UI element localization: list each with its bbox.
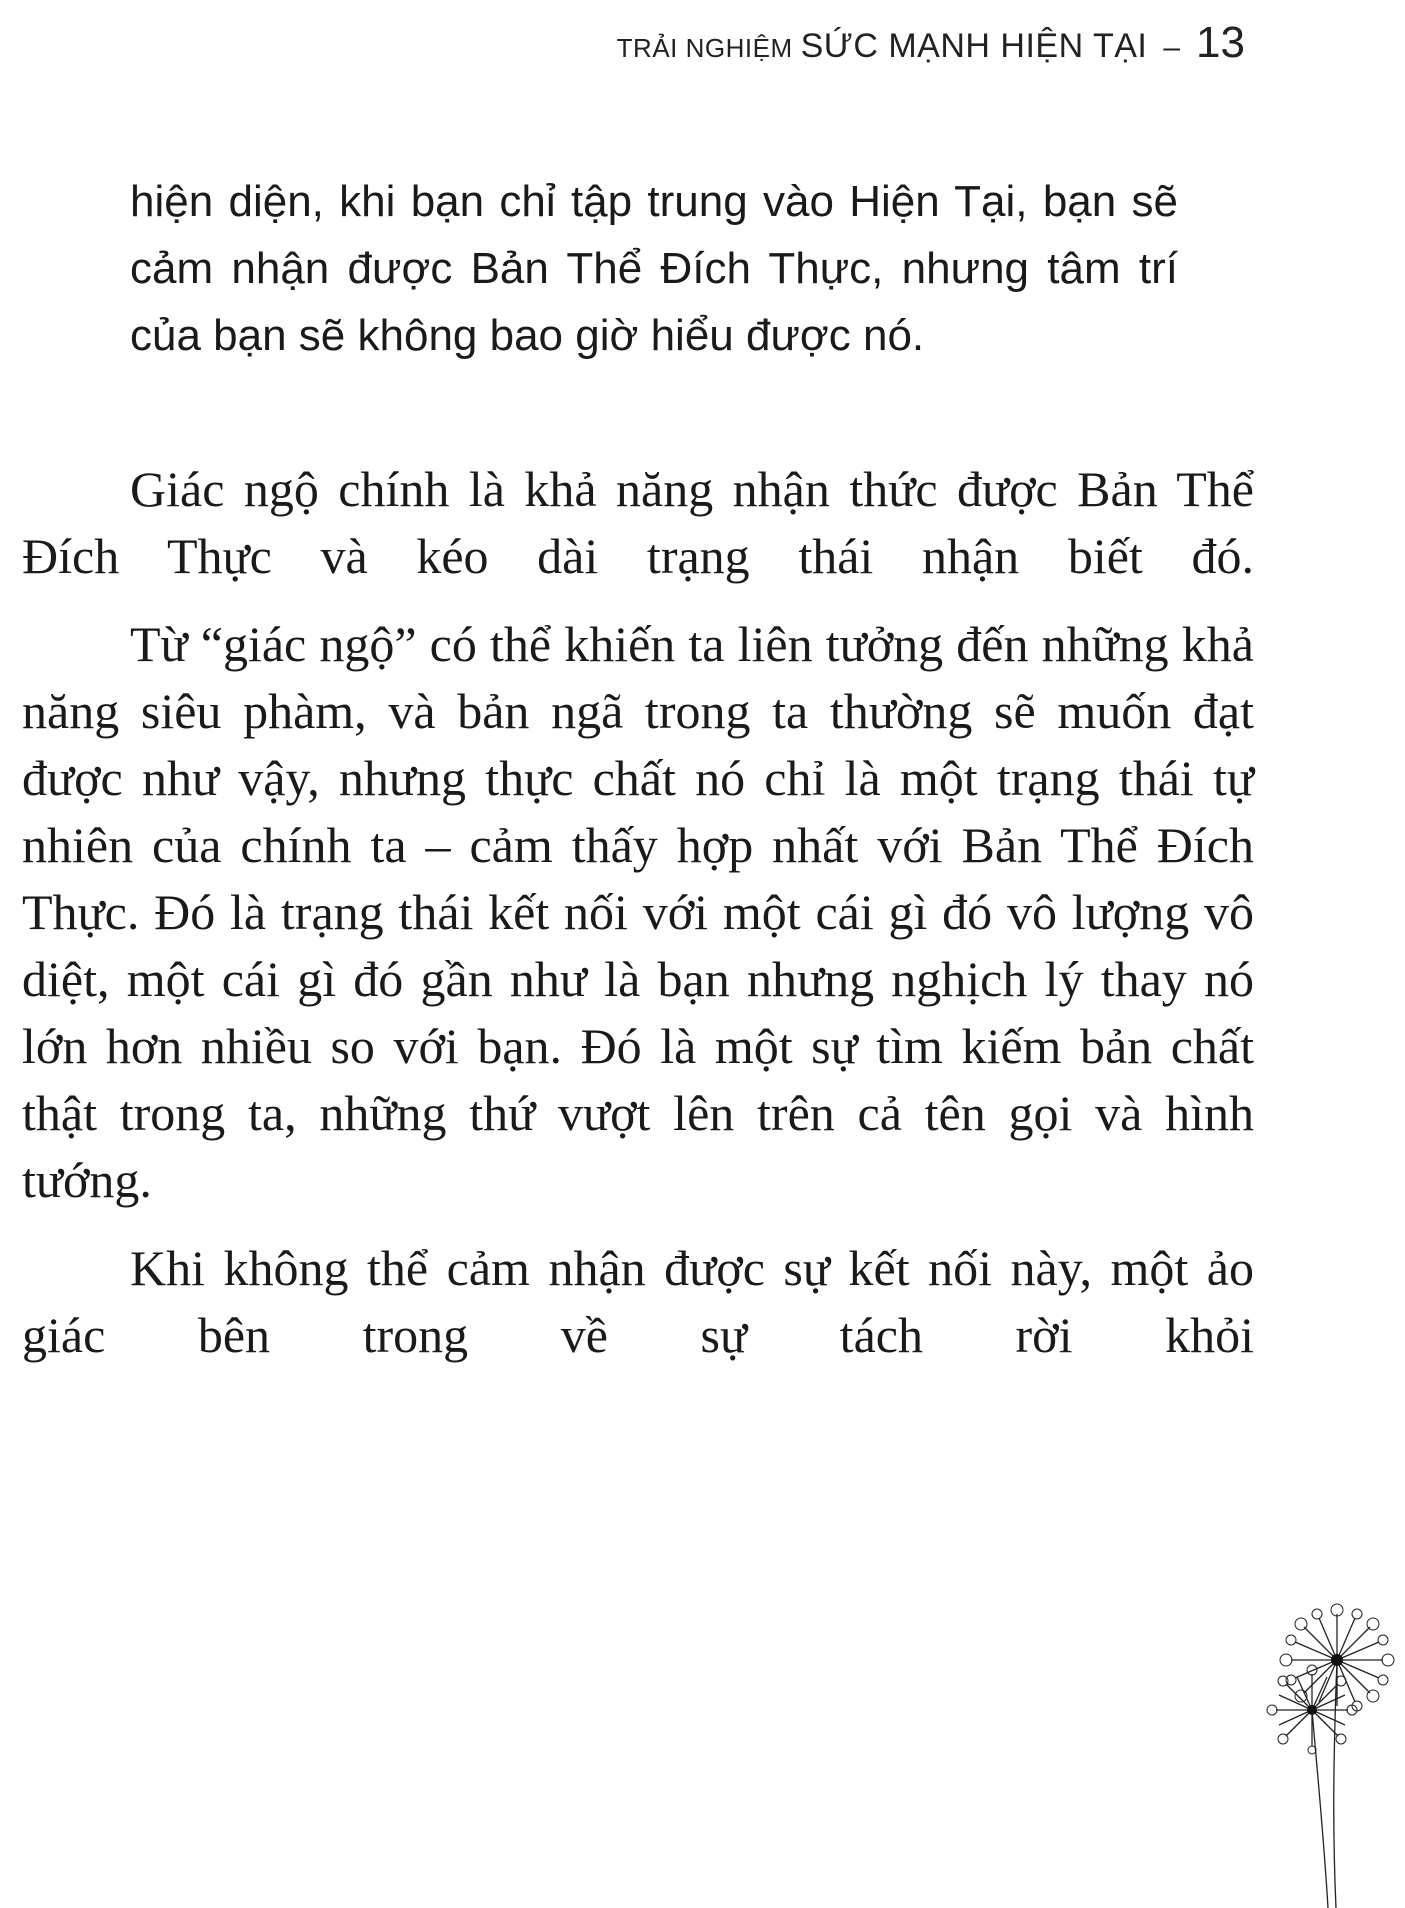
book-title: SỨC MẠNH HIỆN TẠI — [800, 27, 1148, 65]
quote-block — [130, 168, 1178, 369]
body-text — [22, 456, 1254, 1390]
header-separator: – — [1163, 31, 1181, 64]
dandelion-icon — [1250, 1590, 1405, 1908]
paragraph: Từ “giác ngộ” có thể khiến ta liên tưởng đến những khả năng siêu phàm, và bản ngã trong ta thường sẽ muốn đạt được như vậy, nhưng thực chất nó chỉ là một trạng thái tự nhiên của chính ta – cảm thấy hợp nhất với Bản Thể Đích Thực. Đó là trạng thái kết nối với một cái gì đó vô lượng vô diệt, một cái gì đó gần như là bạn nhưng nghịch lý thay nó lớn hơn nhiều so với bạn. Đó là một sự tìm kiếm bản chất thật trong ta, những thứ vượt lên trên cả tên gọi và hình tướng. — [22, 616, 1254, 1208]
paragraph: Khi không thể cảm nhận được sự kết nối này, một ảo giác bên trong về sự tách rời khỏi — [22, 1240, 1254, 1363]
quote-text: hiện diện, khi bạn chỉ tập trung vào Hiện Tại, bạn sẽ cảm nhận được Bản Thể Đích Thực, nhưng tâm trí của bạn sẽ không bao giờ hiểu được nó. — [130, 177, 1178, 360]
paragraph: Giác ngộ chính là khả năng nhận thức được Bản Thể Đích Thực và kéo dài trạng thái nhận biết đó. — [22, 461, 1254, 584]
page-number: 13 — [1196, 18, 1245, 67]
book-title-prefix: TRẢI NGHIỆM — [616, 33, 793, 63]
running-header — [617, 18, 1245, 68]
